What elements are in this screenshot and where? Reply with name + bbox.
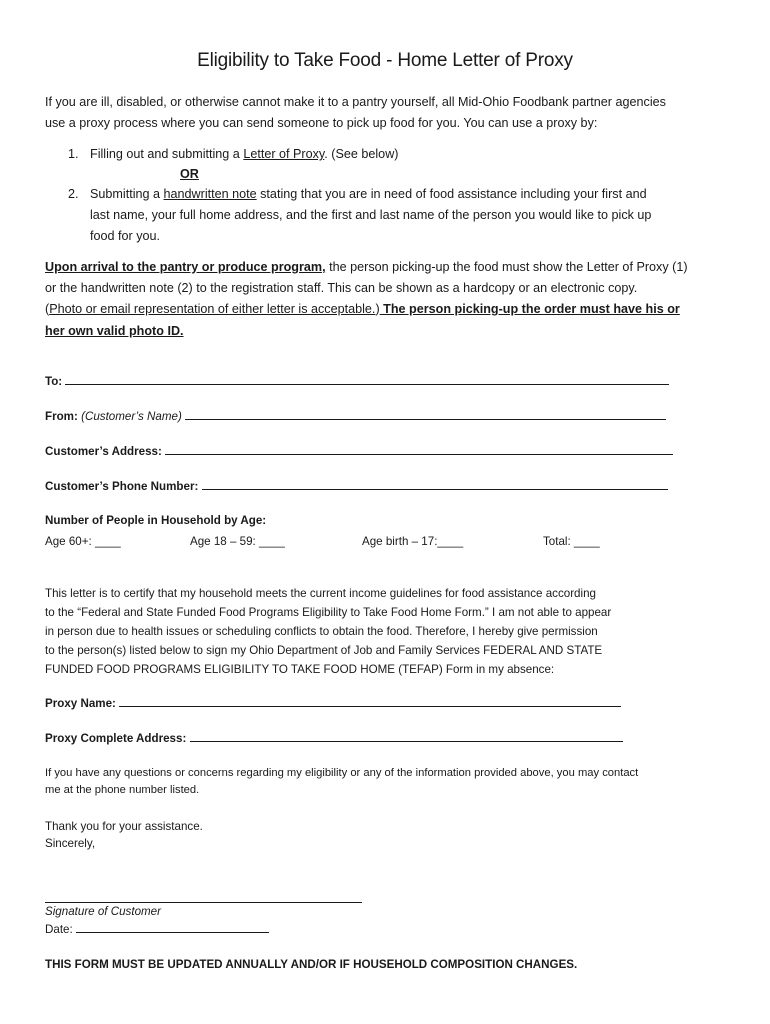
photo-email-note: Photo or email representation of either letter is acceptable. <box>49 302 376 316</box>
footer-notice: THIS FORM MUST BE UPDATED ANNUALLY AND/OR IF HOUSEHOLD COMPOSITION CHANGES. <box>45 958 578 971</box>
photo-id-requirement: The person picking-up the order must have his or <box>379 302 680 316</box>
paren-close: ) <box>375 302 380 316</box>
from-field <box>45 408 666 425</box>
certify-line-5: FUNDED FOOD PROGRAMS ELIGIBILITY TO TAKE FOOD HOME (TEFAP) Form in my absence: <box>45 663 555 676</box>
certify-line-1: This letter is to certify that my household meets the current income guidelines for food assistance according <box>45 587 596 600</box>
thank-you-text: Thank you for your assistance. <box>45 820 203 833</box>
or-separator: OR <box>180 167 199 181</box>
from-input-line[interactable] <box>185 408 666 420</box>
age-birth-17-field[interactable]: Age birth – 17:____ <box>362 535 464 548</box>
to-input-line[interactable] <box>65 373 669 385</box>
customer-address-field <box>45 443 673 460</box>
proxy-name-input-line[interactable] <box>119 695 621 707</box>
questions-line-1: If you have any questions or concerns regarding my eligibility or any of the information provided above, you may contact <box>45 767 639 779</box>
list-item-2-line-3: food for you. <box>90 229 161 243</box>
list-item-2-pre: Submitting a <box>90 187 164 201</box>
sincerely-text: Sincerely, <box>45 837 96 850</box>
proxy-name-field <box>45 695 621 712</box>
certify-line-3: in person due to health issues or scheduling conflicts to obtain the food. Therefore, I hereby give permission <box>45 625 598 638</box>
signature-caption: Signature of Customer <box>45 905 161 918</box>
list-item-2 <box>90 184 647 205</box>
proxy-address-label: Proxy Complete Address: <box>45 732 187 745</box>
intro-line-2: use a proxy process where you can send someone to pick up food for you. You can use a proxy by: <box>45 116 598 130</box>
list-item-2-number: 2. <box>68 187 79 201</box>
document-title: Eligibility to Take Food - Home Letter of Proxy <box>197 50 573 71</box>
household-heading: Number of People in Household by Age: <box>45 514 267 527</box>
arrival-line-2: or the handwritten note (2) to the registration staff. This can be shown as a hardcopy or an electronic copy. <box>45 281 638 295</box>
date-field <box>45 921 269 938</box>
from-hint: (Customer’s Name) <box>81 410 182 423</box>
customer-phone-input-line[interactable] <box>202 478 668 490</box>
list-item-1 <box>90 144 398 165</box>
letter-of-proxy-text: Letter of Proxy <box>243 147 325 161</box>
proxy-address-input-line[interactable] <box>190 730 623 742</box>
customer-phone-label: Customer’s Phone Number: <box>45 480 199 493</box>
arrival-line-4: her own valid photo ID. <box>45 324 184 338</box>
date-input-line[interactable] <box>76 921 269 933</box>
customer-address-label: Customer’s Address: <box>45 445 162 458</box>
certify-line-4: to the person(s) listed below to sign my Ohio Department of Job and Family Services FEDERAL AND STATE <box>45 644 603 657</box>
to-label: To: <box>45 375 63 388</box>
arrival-heading: Upon arrival to the pantry or produce program, <box>45 260 326 274</box>
certify-line-2: to the “Federal and State Funded Food Programs Eligibility to Take Food Home Form.” I am not able to appear <box>45 606 612 619</box>
intro-line-1: If you are ill, disabled, or otherwise cannot make it to a pantry yourself, all Mid-Ohio Foodbank partner agencies <box>45 95 666 109</box>
to-field <box>45 373 669 390</box>
list-item-1-pre: Filling out and submitting a <box>90 147 244 161</box>
proxy-address-field <box>45 730 623 747</box>
list-item-2-line-2: last name, your full home address, and the first and last name of the person you would like to pick up <box>90 208 652 222</box>
questions-line-2: me at the phone number listed. <box>45 784 200 796</box>
arrival-line-3 <box>45 299 680 320</box>
age-18-59-field[interactable]: Age 18 – 59: ____ <box>190 535 285 548</box>
age-60-plus-field[interactable]: Age 60+: ____ <box>45 535 121 548</box>
date-label: Date: <box>45 923 73 936</box>
list-item-1-post: . (See below) <box>324 147 399 161</box>
arrival-line-1 <box>45 257 688 278</box>
list-item-2-post: stating that you are in need of food assistance including your first and <box>256 187 647 201</box>
customer-address-input-line[interactable] <box>165 443 673 455</box>
customer-phone-field <box>45 478 668 495</box>
signature-line[interactable] <box>45 892 362 903</box>
paren-open: ( <box>45 302 50 316</box>
from-label: From: <box>45 410 78 423</box>
proxy-name-label: Proxy Name: <box>45 697 116 710</box>
total-field[interactable]: Total: ____ <box>543 535 600 548</box>
handwritten-note-text: handwritten note <box>163 187 257 201</box>
arrival-line-1-rest: the person picking-up the food must show the Letter of Proxy (1) <box>325 260 688 274</box>
list-item-1-number: 1. <box>68 147 79 161</box>
